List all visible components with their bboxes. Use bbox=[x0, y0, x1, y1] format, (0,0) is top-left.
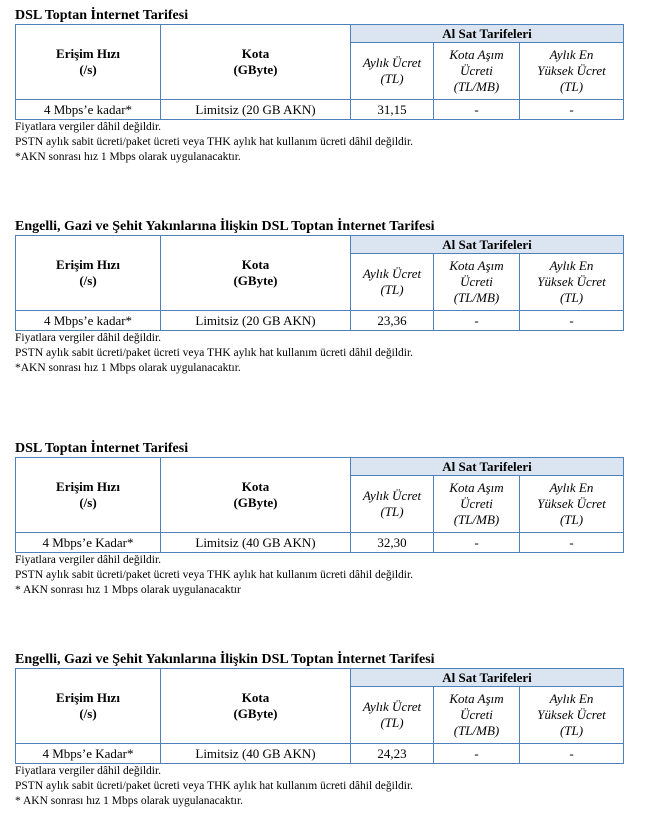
note-pstn: PSTN aylık sabit ücreti/paket ücreti veya THK aylık hat kullanım ücreti dâhil değildir. bbox=[15, 347, 414, 359]
note-pstn: PSTN aylık sabit ücreti/paket ücreti veya THK aylık hat kullanım ücreti dâhil değildir. bbox=[15, 136, 414, 148]
section-title: Engelli, Gazi ve Şehit Yakınlarına İlişkin DSL Toptan İnternet Tarifesi bbox=[15, 219, 435, 234]
note-tax: Fiyatlara vergiler dâhil değildir. bbox=[15, 332, 162, 344]
cell-overage: - bbox=[434, 311, 520, 331]
cell-quota: Limitsiz (20 GB AKN) bbox=[161, 100, 351, 120]
section-title: DSL Toptan İnternet Tarifesi bbox=[15, 8, 189, 23]
header-quota: Kota (GByte) bbox=[161, 458, 351, 533]
table-row bbox=[16, 311, 624, 331]
tariff-section-2 bbox=[15, 219, 623, 376]
header-max-monthly-fee: Aylık En Yüksek Ücret (TL) bbox=[520, 687, 624, 744]
note-akn: * AKN sonrası hız 1 Mbps olarak uygulanacaktır. bbox=[15, 795, 244, 807]
header-quota: Kota (GByte) bbox=[161, 236, 351, 311]
cell-monthly: 23,36 bbox=[351, 311, 434, 331]
section-title: Engelli, Gazi ve Şehit Yakınlarına İlişkin DSL Toptan İnternet Tarifesi bbox=[15, 652, 435, 667]
header-access-speed: Erişim Hızı (/s) bbox=[16, 458, 161, 533]
tariff-table bbox=[15, 235, 624, 331]
tariff-table bbox=[15, 457, 624, 553]
header-access-speed: Erişim Hızı (/s) bbox=[16, 236, 161, 311]
cell-overage: - bbox=[434, 533, 520, 553]
header-overage-fee: Kota Aşım Ücreti (TL/MB) bbox=[434, 476, 520, 533]
table-row bbox=[16, 744, 624, 764]
note-pstn: PSTN aylık sabit ücreti/paket ücreti veya THK aylık hat kullanım ücreti dâhil değildir. bbox=[15, 569, 414, 581]
tariff-section-3 bbox=[15, 441, 623, 598]
cell-quota: Limitsiz (40 GB AKN) bbox=[161, 533, 351, 553]
header-overage-fee: Kota Aşım Ücreti (TL/MB) bbox=[434, 687, 520, 744]
header-al-sat-tarifeleri: Al Sat Tarifeleri bbox=[351, 458, 624, 476]
header-access-speed: Erişim Hızı (/s) bbox=[16, 669, 161, 744]
header-monthly-fee: Aylık Ücret (TL) bbox=[351, 476, 434, 533]
cell-monthly: 31,15 bbox=[351, 100, 434, 120]
cell-speed: 4 Mbps’e Kadar* bbox=[16, 744, 161, 764]
cell-speed: 4 Mbps’e Kadar* bbox=[16, 533, 161, 553]
note-akn: *AKN sonrası hız 1 Mbps olarak uygulanacaktır. bbox=[15, 151, 241, 163]
cell-speed: 4 Mbps’e kadar* bbox=[16, 100, 161, 120]
cell-max: - bbox=[520, 744, 624, 764]
tariff-table bbox=[15, 668, 624, 764]
header-overage-fee: Kota Aşım Ücreti (TL/MB) bbox=[434, 254, 520, 311]
cell-speed: 4 Mbps’e kadar* bbox=[16, 311, 161, 331]
header-monthly-fee: Aylık Ücret (TL) bbox=[351, 43, 434, 100]
tariff-table bbox=[15, 24, 624, 120]
note-tax: Fiyatlara vergiler dâhil değildir. bbox=[15, 121, 162, 133]
cell-quota: Limitsiz (40 GB AKN) bbox=[161, 744, 351, 764]
tariff-section-4 bbox=[15, 652, 623, 809]
header-al-sat-tarifeleri: Al Sat Tarifeleri bbox=[351, 669, 624, 687]
header-access-speed: Erişim Hızı (/s) bbox=[16, 25, 161, 100]
cell-quota: Limitsiz (20 GB AKN) bbox=[161, 311, 351, 331]
cell-overage: - bbox=[434, 100, 520, 120]
cell-max: - bbox=[520, 533, 624, 553]
header-max-monthly-fee: Aylık En Yüksek Ücret (TL) bbox=[520, 476, 624, 533]
cell-monthly: 32,30 bbox=[351, 533, 434, 553]
table-row bbox=[16, 100, 624, 120]
cell-max: - bbox=[520, 311, 624, 331]
cell-max: - bbox=[520, 100, 624, 120]
header-max-monthly-fee: Aylık En Yüksek Ücret (TL) bbox=[520, 43, 624, 100]
note-tax: Fiyatlara vergiler dâhil değildir. bbox=[15, 554, 162, 566]
note-akn: * AKN sonrası hız 1 Mbps olarak uygulanacaktır bbox=[15, 584, 241, 596]
note-akn: *AKN sonrası hız 1 Mbps olarak uygulanacaktır. bbox=[15, 362, 241, 374]
cell-overage: - bbox=[434, 744, 520, 764]
section-title: DSL Toptan İnternet Tarifesi bbox=[15, 441, 189, 456]
table-row bbox=[16, 533, 624, 553]
header-monthly-fee: Aylık Ücret (TL) bbox=[351, 254, 434, 311]
note-pstn: PSTN aylık sabit ücreti/paket ücreti veya THK aylık hat kullanım ücreti dâhil değildir. bbox=[15, 780, 414, 792]
header-al-sat-tarifeleri: Al Sat Tarifeleri bbox=[351, 236, 624, 254]
header-quota: Kota (GByte) bbox=[161, 25, 351, 100]
tariff-section-1 bbox=[15, 8, 623, 165]
note-tax: Fiyatlara vergiler dâhil değildir. bbox=[15, 765, 162, 777]
header-max-monthly-fee: Aylık En Yüksek Ücret (TL) bbox=[520, 254, 624, 311]
header-monthly-fee: Aylık Ücret (TL) bbox=[351, 687, 434, 744]
header-al-sat-tarifeleri: Al Sat Tarifeleri bbox=[351, 25, 624, 43]
cell-monthly: 24,23 bbox=[351, 744, 434, 764]
header-quota: Kota (GByte) bbox=[161, 669, 351, 744]
header-overage-fee: Kota Aşım Ücreti (TL/MB) bbox=[434, 43, 520, 100]
